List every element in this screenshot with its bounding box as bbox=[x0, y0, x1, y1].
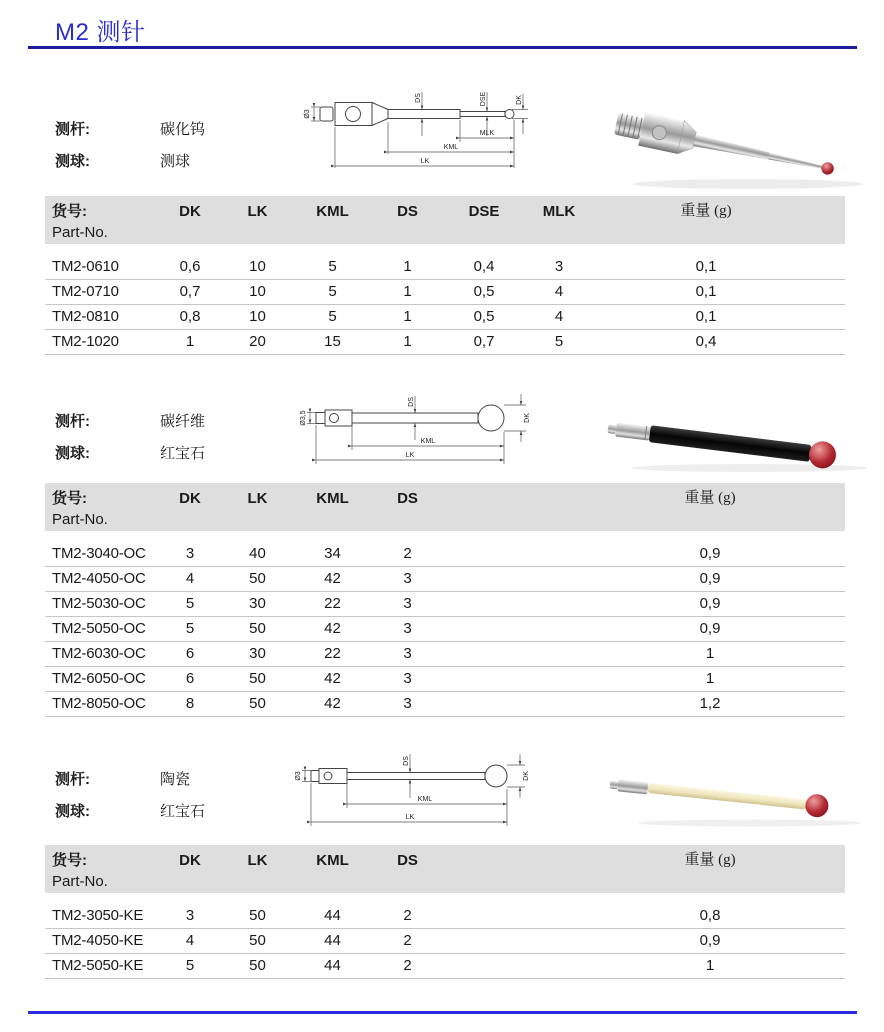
dim-label-dk: DK bbox=[523, 771, 530, 781]
part-no-header-en: Part-No. bbox=[52, 873, 108, 890]
value-cell: 1 bbox=[370, 330, 445, 355]
value-cell: 2 bbox=[370, 954, 445, 979]
value-cell: 1,2 bbox=[445, 692, 845, 717]
value-cell: 5 bbox=[160, 592, 220, 617]
spec-table-2 bbox=[45, 483, 845, 717]
value-cell: 3 bbox=[370, 567, 445, 592]
col-header-lk: LK bbox=[247, 203, 268, 220]
part-no-cell: TM2-4050-KE bbox=[45, 929, 160, 954]
part-no-cell: TM2-6030-OC bbox=[45, 642, 160, 667]
value-cell: 22 bbox=[295, 642, 370, 667]
spec-rows bbox=[45, 255, 845, 355]
value-cell: 3 bbox=[160, 542, 220, 567]
stylus-diagram-2 bbox=[300, 392, 545, 474]
material-block-2 bbox=[55, 410, 205, 463]
table-row bbox=[45, 929, 845, 954]
table-row bbox=[45, 280, 845, 305]
value-cell: 50 bbox=[220, 954, 295, 979]
value-cell: 4 bbox=[523, 305, 595, 330]
value-cell: 4 bbox=[160, 567, 220, 592]
part-no-cell: TM2-0610 bbox=[45, 255, 160, 280]
part-no-cell: TM2-4050-OC bbox=[45, 567, 160, 592]
value-cell: 42 bbox=[295, 692, 370, 717]
col-header-dk: DK bbox=[179, 852, 201, 869]
value-cell: 10 bbox=[220, 255, 295, 280]
table-row bbox=[45, 305, 845, 330]
dim-label-mlk: MLK bbox=[479, 130, 495, 137]
dim-label-dia: Ø3 bbox=[295, 771, 302, 781]
value-cell: 42 bbox=[295, 667, 370, 692]
part-no-cell: TM2-8050-OC bbox=[45, 692, 160, 717]
table-header bbox=[45, 845, 845, 893]
value-cell: 44 bbox=[295, 954, 370, 979]
table-row bbox=[45, 692, 845, 717]
value-cell: 0,7 bbox=[445, 330, 523, 355]
part-no-cell: TM2-1020 bbox=[45, 330, 160, 355]
stylus-photo-3 bbox=[600, 755, 870, 840]
dim-label-lk: LK bbox=[405, 452, 415, 459]
value-cell: 3 bbox=[370, 692, 445, 717]
col-header-dse: DSE bbox=[468, 203, 500, 220]
value-cell: 5 bbox=[160, 954, 220, 979]
value-cell: 0,1 bbox=[595, 305, 845, 330]
dim-label-dk: DK bbox=[516, 95, 523, 105]
value-cell: 22 bbox=[295, 592, 370, 617]
value-cell: 0,8 bbox=[160, 305, 220, 330]
dim-label-kml: KML bbox=[443, 144, 459, 151]
col-header-kml: KML bbox=[316, 490, 349, 507]
shaft-label: 测杆: bbox=[55, 121, 90, 138]
dim-label-kml: KML bbox=[417, 796, 433, 803]
col-header-lk: LK bbox=[247, 490, 268, 507]
dim-label-dk: DK bbox=[524, 413, 531, 423]
value-cell: 42 bbox=[295, 617, 370, 642]
part-no-cell: TM2-5050-KE bbox=[45, 954, 160, 979]
value-cell: 3 bbox=[523, 255, 595, 280]
table-row bbox=[45, 592, 845, 617]
value-cell: 3 bbox=[370, 642, 445, 667]
dim-label-kml: KML bbox=[420, 438, 436, 445]
col-header-ds: DS bbox=[397, 203, 418, 220]
shaft-label: 测杆: bbox=[55, 771, 90, 788]
value-cell: 5 bbox=[160, 617, 220, 642]
col-header-dk: DK bbox=[179, 203, 201, 220]
col-header-mlk: MLK bbox=[542, 203, 576, 220]
table-row bbox=[45, 330, 845, 355]
col-header-weight: 重量 (g) bbox=[684, 490, 736, 506]
value-cell: 4 bbox=[523, 280, 595, 305]
shaft-value: 碳化钨 bbox=[160, 122, 206, 138]
value-cell: 3 bbox=[160, 904, 220, 929]
dim-label-dse: DSE bbox=[480, 91, 487, 107]
value-cell: 44 bbox=[295, 904, 370, 929]
shaft-label: 测杆: bbox=[55, 413, 90, 430]
value-cell: 10 bbox=[220, 280, 295, 305]
value-cell: 0,5 bbox=[445, 305, 523, 330]
value-cell: 50 bbox=[220, 667, 295, 692]
value-cell: 0,4 bbox=[445, 255, 523, 280]
value-cell: 4 bbox=[160, 929, 220, 954]
stylus-diagram-3 bbox=[295, 748, 545, 836]
stylus-diagram-1 bbox=[300, 86, 555, 184]
dim-label-ds: DS bbox=[415, 93, 422, 103]
value-cell: 8 bbox=[160, 692, 220, 717]
part-no-header-cn: 货号: bbox=[52, 852, 87, 869]
value-cell: 0,7 bbox=[160, 280, 220, 305]
part-no-header-en: Part-No. bbox=[52, 511, 108, 528]
value-cell: 50 bbox=[220, 904, 295, 929]
table-row bbox=[45, 904, 845, 929]
value-cell: 5 bbox=[295, 255, 370, 280]
value-cell: 1 bbox=[370, 305, 445, 330]
dim-label-dia: Ø3 bbox=[304, 109, 311, 119]
material-block-1 bbox=[55, 118, 205, 171]
value-cell: 0,8 bbox=[445, 904, 845, 929]
value-cell: 0,4 bbox=[595, 330, 845, 355]
ball-value: 测球 bbox=[160, 154, 191, 170]
col-header-kml: KML bbox=[316, 852, 349, 869]
value-cell: 3 bbox=[370, 667, 445, 692]
table-header bbox=[45, 483, 845, 531]
value-cell: 1 bbox=[370, 255, 445, 280]
ball-value: 红宝石 bbox=[160, 804, 206, 820]
material-block-3 bbox=[55, 768, 205, 821]
part-no-cell: TM2-6050-OC bbox=[45, 667, 160, 692]
value-cell: 0,1 bbox=[595, 255, 845, 280]
part-no-cell: TM2-5030-OC bbox=[45, 592, 160, 617]
table-row bbox=[45, 617, 845, 642]
value-cell: 50 bbox=[220, 617, 295, 642]
col-header-kml: KML bbox=[316, 203, 349, 220]
part-no-header-cn: 货号: bbox=[52, 203, 87, 220]
spec-table-1 bbox=[45, 196, 845, 355]
value-cell: 40 bbox=[220, 542, 295, 567]
table-row bbox=[45, 954, 845, 979]
value-cell: 5 bbox=[523, 330, 595, 355]
col-header-lk: LK bbox=[247, 852, 268, 869]
dim-label-lk: LK bbox=[420, 158, 430, 165]
value-cell: 10 bbox=[220, 305, 295, 330]
dim-label-dia: Ø3,5 bbox=[300, 410, 307, 426]
dim-label-lk: LK bbox=[405, 814, 415, 821]
value-cell: 0,9 bbox=[445, 567, 845, 592]
value-cell: 1 bbox=[445, 954, 845, 979]
shaft-value: 碳纤维 bbox=[160, 414, 206, 430]
value-cell: 44 bbox=[295, 929, 370, 954]
value-cell: 3 bbox=[370, 592, 445, 617]
value-cell: 20 bbox=[220, 330, 295, 355]
value-cell: 0,6 bbox=[160, 255, 220, 280]
value-cell: 1 bbox=[160, 330, 220, 355]
col-header-weight: 重量 (g) bbox=[684, 852, 736, 868]
spec-rows bbox=[45, 542, 845, 717]
value-cell: 3 bbox=[370, 617, 445, 642]
part-no-cell: TM2-3040-OC bbox=[45, 542, 160, 567]
title-rule bbox=[28, 46, 857, 49]
stylus-photo-2 bbox=[600, 395, 870, 480]
part-no-header-cn: 货号: bbox=[52, 490, 87, 507]
value-cell: 1 bbox=[445, 642, 845, 667]
value-cell: 0,1 bbox=[595, 280, 845, 305]
value-cell: 0,9 bbox=[445, 542, 845, 567]
col-header-ds: DS bbox=[397, 852, 418, 869]
dim-label-ds: DS bbox=[403, 756, 410, 766]
value-cell: 34 bbox=[295, 542, 370, 567]
value-cell: 0,5 bbox=[445, 280, 523, 305]
dim-label-ds: DS bbox=[408, 397, 415, 407]
table-row bbox=[45, 642, 845, 667]
footer-rule bbox=[28, 1011, 857, 1014]
col-header-weight: 重量 (g) bbox=[680, 203, 732, 219]
part-no-cell: TM2-5050-OC bbox=[45, 617, 160, 642]
value-cell: 30 bbox=[220, 592, 295, 617]
value-cell: 50 bbox=[220, 567, 295, 592]
value-cell: 5 bbox=[295, 280, 370, 305]
shaft-value: 陶瓷 bbox=[160, 772, 191, 788]
table-row bbox=[45, 667, 845, 692]
value-cell: 2 bbox=[370, 904, 445, 929]
part-no-header-en: Part-No. bbox=[52, 224, 108, 241]
ball-value: 红宝石 bbox=[160, 446, 206, 462]
ball-label: 测球: bbox=[55, 153, 90, 170]
value-cell: 30 bbox=[220, 642, 295, 667]
table-row bbox=[45, 542, 845, 567]
value-cell: 0,9 bbox=[445, 617, 845, 642]
part-no-cell: TM2-3050-KE bbox=[45, 904, 160, 929]
part-no-cell: TM2-0810 bbox=[45, 305, 160, 330]
value-cell: 2 bbox=[370, 929, 445, 954]
value-cell: 42 bbox=[295, 567, 370, 592]
spec-table-3 bbox=[45, 845, 845, 979]
value-cell: 1 bbox=[445, 667, 845, 692]
spec-rows bbox=[45, 904, 845, 979]
table-row bbox=[45, 255, 845, 280]
table-row bbox=[45, 567, 845, 592]
value-cell: 0,9 bbox=[445, 592, 845, 617]
ball-label: 测球: bbox=[55, 803, 90, 820]
value-cell: 0,9 bbox=[445, 929, 845, 954]
value-cell: 5 bbox=[295, 305, 370, 330]
page-title: M2 测针 bbox=[55, 19, 146, 46]
value-cell: 50 bbox=[220, 692, 295, 717]
stylus-photo-1 bbox=[603, 92, 870, 198]
part-no-cell: TM2-0710 bbox=[45, 280, 160, 305]
value-cell: 15 bbox=[295, 330, 370, 355]
col-header-ds: DS bbox=[397, 490, 418, 507]
value-cell: 50 bbox=[220, 929, 295, 954]
value-cell: 6 bbox=[160, 642, 220, 667]
value-cell: 6 bbox=[160, 667, 220, 692]
value-cell: 2 bbox=[370, 542, 445, 567]
value-cell: 1 bbox=[370, 280, 445, 305]
col-header-dk: DK bbox=[179, 490, 201, 507]
ball-label: 测球: bbox=[55, 445, 90, 462]
table-header bbox=[45, 196, 845, 244]
